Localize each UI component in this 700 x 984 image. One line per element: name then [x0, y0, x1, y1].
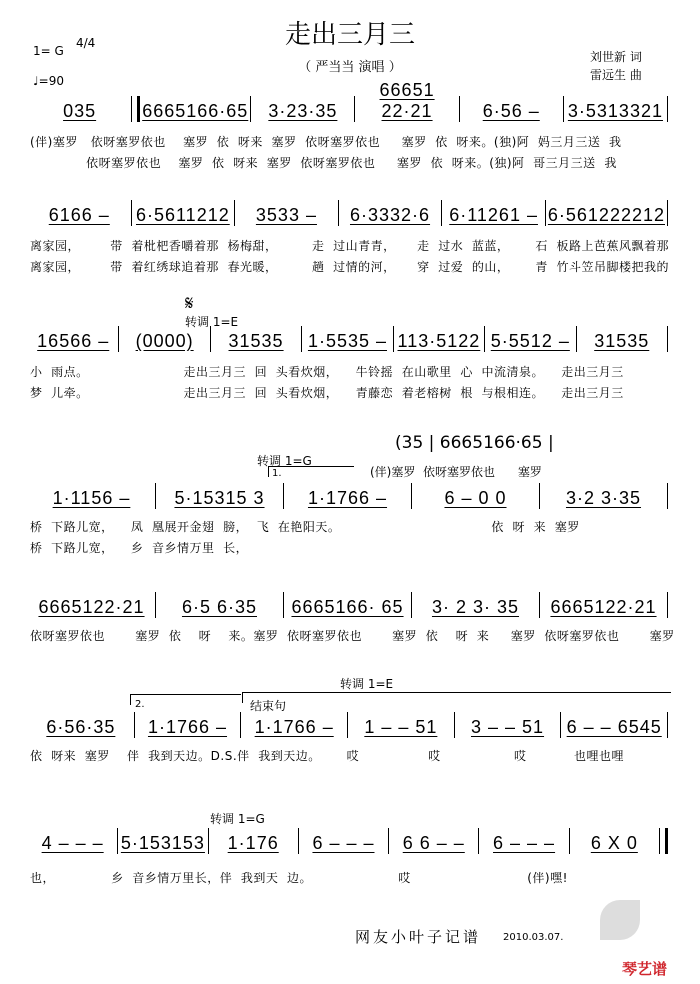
barline	[576, 326, 577, 352]
measure: 6·5611212	[135, 205, 230, 225]
lyric-line: 离家园， 带 着枇杷香嚼着那 杨梅甜， 走 过山青青， 走 过水 蓝蓝， 石 板路上芭蕉风飘着那	[30, 239, 669, 253]
measure: 1 – – 51	[364, 717, 438, 737]
barline	[283, 483, 284, 509]
measure: 16566 –	[37, 331, 110, 351]
barline	[131, 96, 140, 122]
measure: 6·56·35	[46, 717, 116, 737]
barline	[250, 96, 251, 122]
measure: 113·5122	[397, 331, 481, 351]
measure: 6665122·21	[550, 597, 657, 617]
barline	[117, 828, 118, 854]
segno-icon: 𝄋	[185, 291, 194, 315]
barline	[234, 200, 235, 226]
measure: 6665122·21	[38, 597, 145, 617]
measure: 1·1766 –	[147, 717, 228, 737]
barline	[659, 828, 668, 854]
measure: 3·5313321	[567, 101, 663, 121]
measure: 31535	[594, 331, 650, 351]
measure: 5·5512 –	[490, 331, 570, 351]
lyric-line: 依呀塞罗依也 塞罗 依 呀来 塞罗 依呀塞罗依也 塞罗 依 呀来。(独)阿 哥三月三送 我	[30, 156, 617, 170]
barline	[539, 592, 540, 618]
volta-2: 2.	[135, 699, 145, 710]
measure: 3 – – 51	[470, 717, 545, 737]
barline	[563, 96, 564, 122]
measure: 6166 –	[48, 205, 110, 225]
barline	[118, 326, 119, 352]
measure: 3·23·35	[268, 101, 338, 121]
measure: 035	[63, 101, 97, 121]
measure: 1·5535 –	[307, 331, 387, 351]
barline	[667, 592, 668, 618]
date: 2010.03.07.	[503, 932, 564, 943]
modulation-g-2: 转调 1=G	[210, 812, 265, 826]
lyric-line: 桥 下路儿宽， 乡 音乡情万里 长，	[30, 541, 249, 555]
barline	[354, 96, 355, 122]
barline	[134, 712, 135, 738]
barline	[298, 828, 299, 854]
measure: 6 – – 6545	[566, 717, 662, 737]
barline	[393, 326, 394, 352]
notation-line	[30, 202, 670, 226]
composer: 雷远生 曲	[590, 68, 642, 82]
barline	[155, 592, 156, 618]
barline	[441, 200, 442, 226]
time-signature: 4/4	[76, 36, 96, 50]
barline	[301, 326, 302, 352]
measure: 6·56 –	[482, 101, 540, 121]
measure: 6 X 0	[590, 833, 638, 853]
ending-label: 结束句	[250, 699, 287, 713]
barline	[667, 712, 668, 738]
barline	[338, 200, 339, 226]
measure: 66651 22·21	[379, 80, 435, 121]
key-signature: 1= G	[33, 44, 64, 58]
barline	[539, 483, 540, 509]
notation-line	[30, 328, 670, 352]
leaf-logo-icon	[600, 900, 640, 940]
notation-line	[30, 485, 670, 509]
measure: 6·11261 –	[449, 205, 538, 225]
measure: 1·176	[227, 833, 279, 853]
barline	[545, 200, 546, 226]
lyric-line: 也， 乡 音乡情万里长，伴 我到天 边。 哎 (伴)嘿!	[30, 871, 568, 885]
measure: 4 – – –	[41, 833, 104, 853]
barline	[560, 712, 561, 738]
measure: 5·15315 3	[174, 488, 265, 508]
barline	[454, 712, 455, 738]
barline	[667, 483, 668, 509]
modulation-e: 转调 1=E	[185, 315, 239, 329]
barline	[283, 592, 284, 618]
measure: 6 – – –	[493, 833, 556, 853]
barline	[347, 712, 348, 738]
barline	[411, 592, 412, 618]
measure: 6·3332·6	[349, 205, 431, 225]
barline	[240, 712, 241, 738]
lyric-line: 桥 下路儿宽， 凤 凰展开金翅 膀， 飞 在艳阳天。 依 呀 来 塞罗	[30, 520, 580, 534]
barline	[484, 326, 485, 352]
measure: 6665166· 65	[291, 597, 404, 617]
notation-line	[30, 714, 670, 738]
site-logo: 琴艺谱	[622, 960, 668, 978]
barline	[388, 828, 389, 854]
lyric-line: (伴)塞罗 依呀塞罗依也 塞罗 依 呀来 塞罗 依呀塞罗依也 塞罗 依 呀来。(独)阿 妈三月三送 我	[30, 135, 622, 149]
measure: 31535	[228, 331, 284, 351]
performer: （ 严当当 演唱 ）	[298, 60, 402, 75]
tempo: ♩=90	[33, 74, 64, 88]
song-title: 走出三月三	[284, 20, 415, 50]
measure: 6665166·65	[142, 101, 249, 121]
barline	[208, 828, 209, 854]
barline	[155, 483, 156, 509]
measure: 5·153153	[120, 833, 205, 853]
interlude-lyrics: (伴)塞罗 依呀塞罗依也 塞罗	[370, 465, 542, 479]
measure: 1·1766 –	[254, 717, 334, 737]
barline	[667, 200, 668, 226]
lyric-line: 依呀塞罗依也 塞罗 依 呀 来。塞罗 依呀塞罗依也 塞罗 依 呀 来 塞罗 依呀塞罗依也 塞罗	[30, 629, 675, 643]
measure: 3· 2 3· 35	[431, 597, 520, 617]
barline	[478, 828, 479, 854]
modulation-e-2: 转调 1=E	[340, 677, 394, 691]
barline	[667, 96, 668, 122]
volta-1: 1.	[272, 468, 282, 479]
lyric-line: 梦 儿牵。 走出三月三 回 头看炊烟， 青藤恋 着老榕树 根 与根相连。 走出三月三	[30, 386, 624, 400]
notation-line	[30, 594, 670, 618]
barline	[411, 483, 412, 509]
transcriber: 网友小叶子记谱	[355, 928, 482, 946]
measure: 6·5 6·35	[181, 597, 258, 617]
barline	[459, 96, 460, 122]
notation-line	[30, 830, 670, 854]
measure: (0000)	[135, 331, 194, 351]
measure: 3·2 3·35	[565, 488, 642, 508]
modulation-g: 转调 1=G	[257, 454, 312, 468]
lyric-line: 依 呀来 塞罗 伴 我到天边。D.S.伴 我到天边。 哎 哎 哎 也哩也哩	[30, 749, 624, 763]
barline	[667, 326, 668, 352]
barline	[131, 200, 132, 226]
measure: 3533 –	[255, 205, 317, 225]
lyric-line: 离家园， 带 着红绣球追着那 春光暖， 趟 过情的河， 穿 过爱 的山， 青 竹斗笠吊脚楼把我的	[30, 260, 669, 274]
barline	[569, 828, 570, 854]
measure: 6 – – –	[312, 833, 375, 853]
measure: 1·1766 –	[307, 488, 388, 508]
measure: 6·561222212	[547, 205, 665, 225]
measure: 1·1156 –	[52, 488, 131, 508]
measure: 6 6 – –	[402, 833, 465, 853]
lyric-line: 小 雨点。 走出三月三 回 头看炊烟， 牛铃摇 在山歌里 心 中流清泉。 走出三月三	[30, 365, 624, 379]
lyricist: 刘世新 词	[590, 50, 642, 64]
interlude-notes: (35 | 6665166·65 |	[395, 433, 554, 453]
measure: 6 – 0 0	[444, 488, 507, 508]
